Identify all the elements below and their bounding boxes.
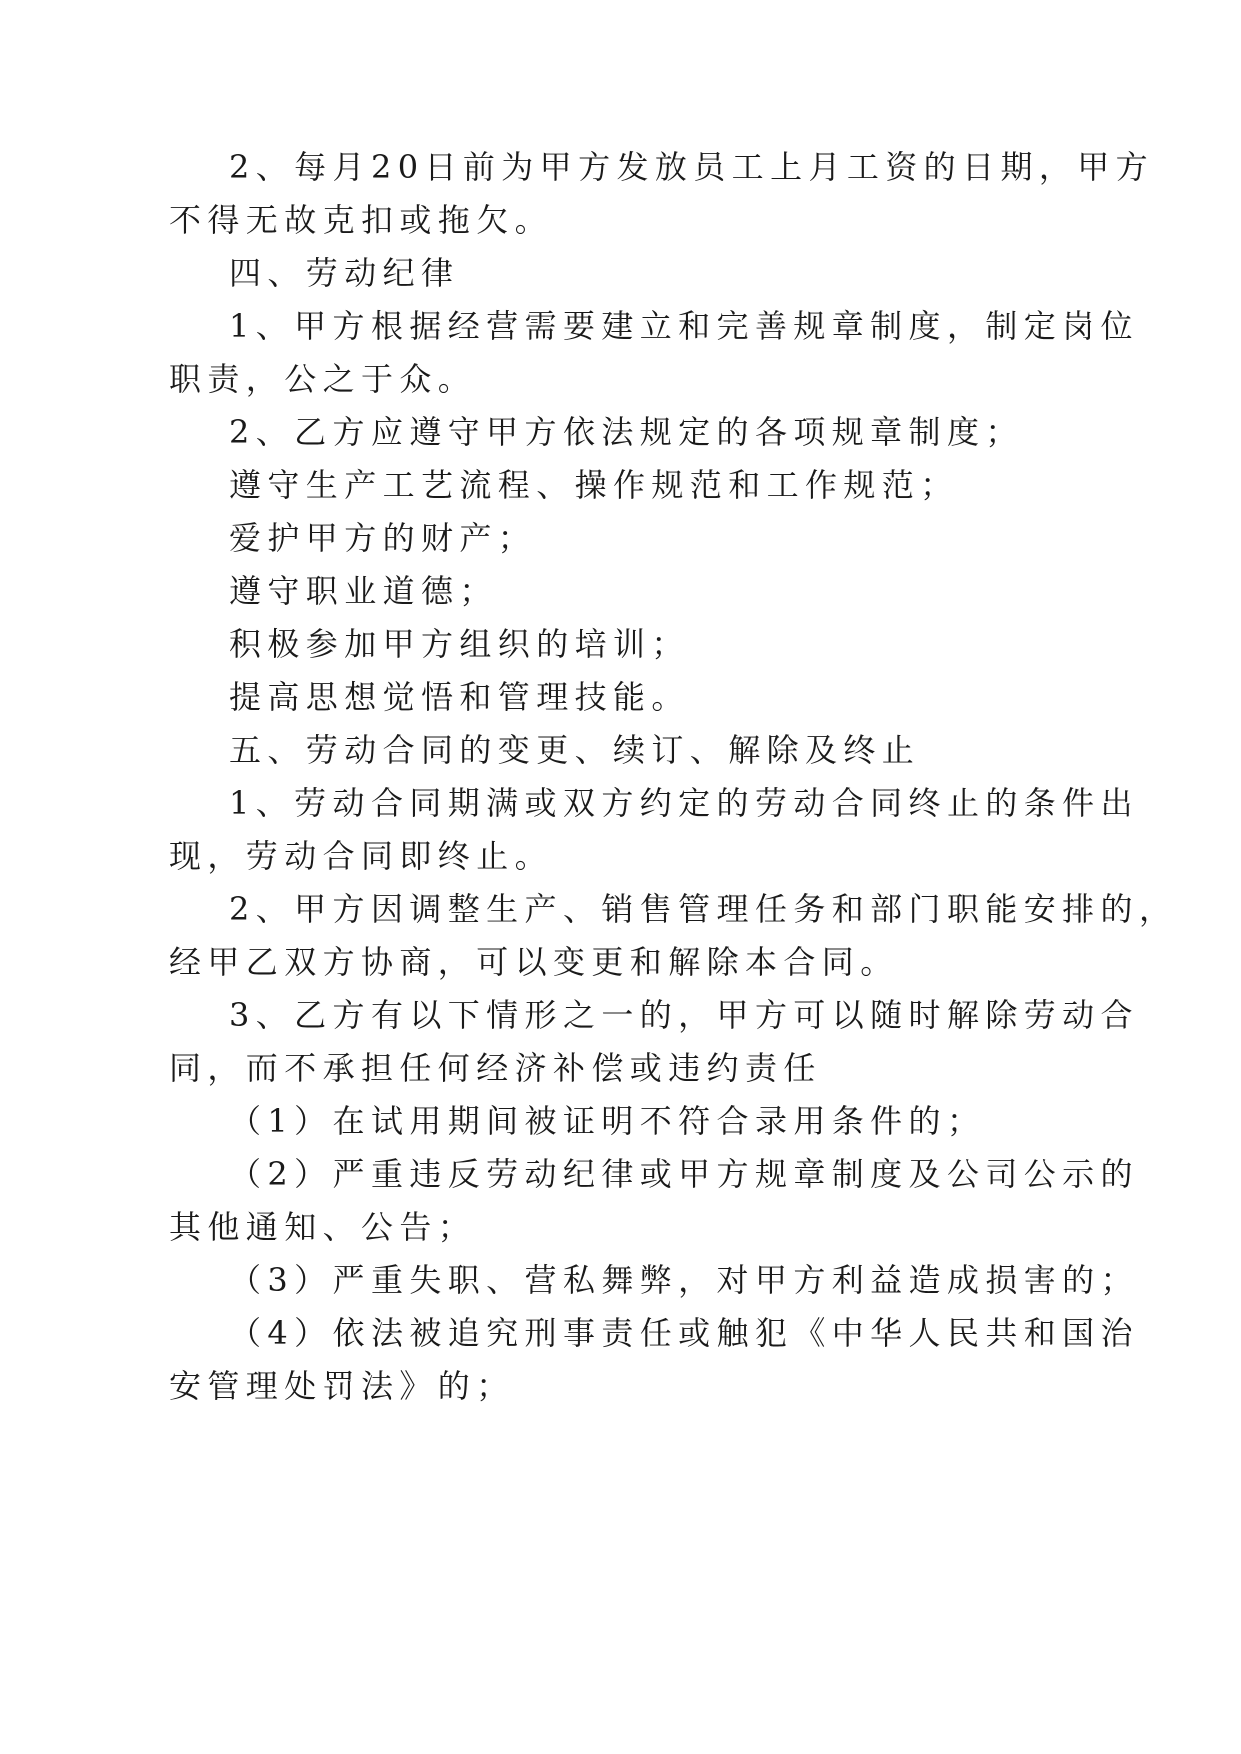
- paragraph-line-13: 1、劳动合同期满或双方约定的劳动合同终止的条件出: [229, 784, 1139, 822]
- paragraph-line-4: 1、甲方根据经营需要建立和完善规章制度，制定岗位: [229, 307, 1139, 345]
- paragraph-line-5: 职责，公之于众。: [169, 360, 477, 398]
- list-item-3: （3）严重失职、营私舞弊，对甲方利益造成损害的；: [229, 1261, 1139, 1299]
- list-item-1: （1）在试用期间被证明不符合录用条件的；: [229, 1102, 986, 1140]
- list-item-2-continued: 其他通知、公告；: [169, 1208, 477, 1246]
- section-heading-5: 五、劳动合同的变更、续订、解除及终止: [229, 731, 921, 769]
- list-item-4: （4）依法被追究刑事责任或触犯《中华人民共和国治: [229, 1314, 1139, 1352]
- paragraph-line-15: 2、甲方因调整生产、销售管理任务和部门职能安排的，: [229, 890, 1178, 928]
- paragraph-line-11: 提高思想觉悟和管理技能。: [229, 678, 690, 716]
- paragraph-line-2: 不得无故克扣或拖欠。: [169, 201, 554, 239]
- paragraph-line-8: 爱护甲方的财产；: [229, 519, 537, 557]
- list-item-2: （2）严重违反劳动纪律或甲方规章制度及公司公示的: [229, 1155, 1139, 1193]
- paragraph-line-14: 现，劳动合同即终止。: [169, 837, 554, 875]
- paragraph-line-1: 2、每月20日前为甲方发放员工上月工资的日期，甲方: [229, 148, 1155, 186]
- paragraph-line-16: 经甲乙双方协商，可以变更和解除本合同。: [169, 943, 899, 981]
- paragraph-line-9: 遵守职业道德；: [229, 572, 498, 610]
- paragraph-line-7: 遵守生产工艺流程、操作规范和工作规范；: [229, 466, 959, 504]
- paragraph-line-6: 2、乙方应遵守甲方依法规定的各项规章制度；: [229, 413, 1024, 451]
- paragraph-line-10: 积极参加甲方组织的培训；: [229, 625, 690, 663]
- section-heading-4: 四、劳动纪律: [229, 254, 460, 292]
- paragraph-line-17: 3、乙方有以下情形之一的，甲方可以随时解除劳动合: [229, 996, 1139, 1034]
- list-item-4-continued: 安管理处罚法》的；: [169, 1367, 515, 1405]
- paragraph-line-18: 同，而不承担任何经济补偿或违约责任: [169, 1049, 822, 1087]
